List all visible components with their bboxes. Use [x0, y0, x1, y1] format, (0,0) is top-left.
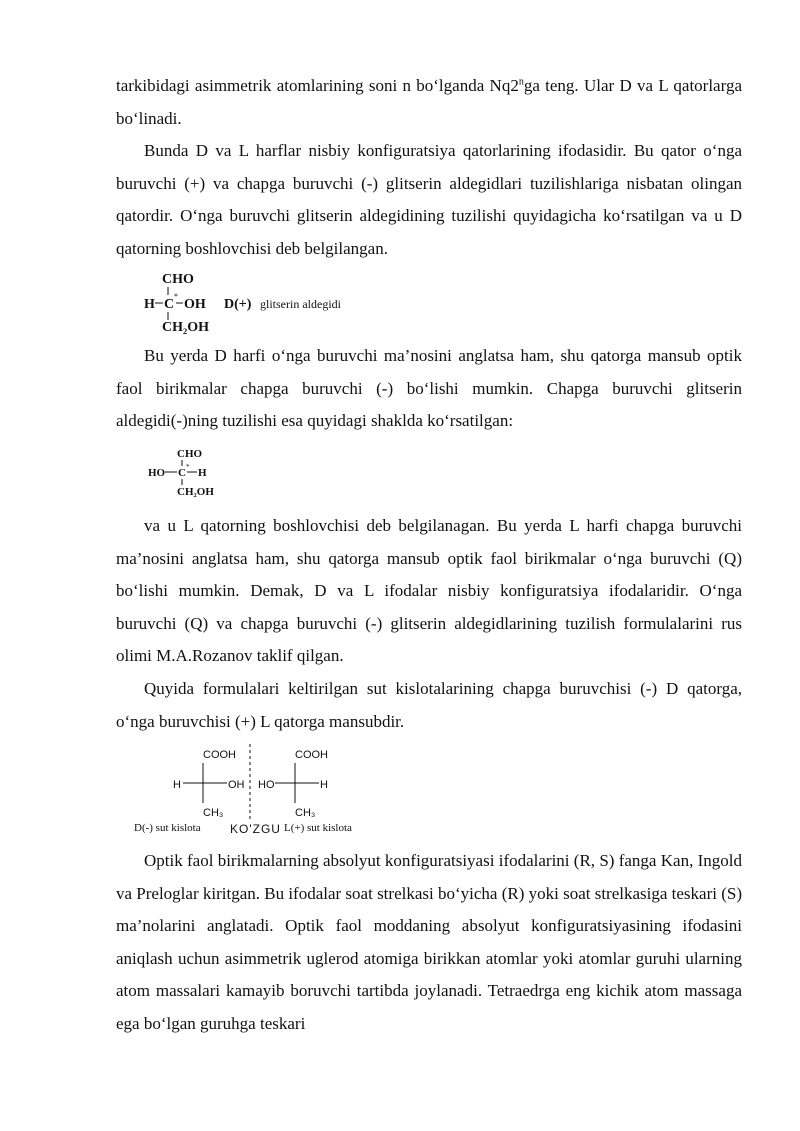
formula1-bottom: CH₂OH	[162, 320, 209, 335]
paragraph-1: tarkibidagi asimmetrik atomlarining soni n bo‘lganda Nq2$^n$ga teng. Ular D va L qatorlarga bo‘linadi.	[116, 76, 742, 128]
d-lactic-acid	[173, 749, 245, 819]
formula1-caption: glitserin aldegidi	[260, 297, 341, 311]
formula1-sign: D(+)	[224, 297, 252, 312]
formula-l-glyceraldehyde	[140, 445, 280, 501]
paragraph-6: Optik faol birikmalarning absolyut konfiguratsiyasi ifodalarini (R, S) fanga Kan, Ingold va Preloglar kiritgan. Bu ifodalar soat strelkasi bo‘yicha (R) yoki soat strelkasiga teskari (S) ma’nolarini anglatadi. Optik faol moddaning absolyut konfiguratsiyasining ifodasini aniqlash uchun asimmetrik uglerod atomiga birikkan atomlar yoki atomlar guruhi ularning atom massalari kamayib boruvchi tartibda joylanadi. Tetraedrga eng kichik atom massaga ega bo‘lgan guruhga teskari	[116, 851, 743, 1033]
lactic-acid-enantiomers	[134, 742, 374, 838]
formula2-right: H	[198, 467, 207, 479]
asterisk-1: *	[174, 292, 178, 301]
formula1-right: OH	[184, 297, 206, 312]
mirror-label: KO'ZGU	[230, 822, 281, 836]
paragraph-4: va u L qatorning boshlovchisi deb belgilanagan. Bu yerda L harfi chapga buruvchi ma’nosini anglatsa ham, shu qatorga mansub optik faol birikmalar o‘nga buruvchi (Q) bo‘lishi mumkin. Demak, D va L ifodalar nisbiy konfiguratsiya ifodalaridir. O‘nga buruvchi (Q) va chapga buruvchi (-) glitserin aldegidlarining tuzilish formulalarini rus olimi M.A.Rozanov taklif qilgan.	[116, 516, 742, 666]
text-block-2	[116, 340, 742, 438]
lactic-left-left: H	[173, 779, 181, 791]
formula2-center: C	[178, 467, 186, 479]
lactic-right-bottom: CH₃	[295, 807, 316, 819]
lactic-left-top: COOH	[203, 749, 236, 761]
lactic-left-caption: D(-) sut kislota	[134, 822, 201, 834]
paragraph-2: Bunda D va L harflar nisbiy konfiguratsiya qatorlarining ifodasidir. Bu qator o‘nga buruvchi (+) va chapga buruvchi (-) glitserin aldegidlari tuzilishlariga nisbatan olingan qatordir. O‘nga buruvchi glitserin aldegidining tuzilishi quyidagicha ko‘rsatilgan va u D qatorning boshlovchisi deb belgilangan.	[116, 141, 742, 258]
text-block-4	[116, 845, 742, 1041]
formula2-left: HO	[148, 467, 166, 479]
lactic-right-left: HO	[258, 779, 275, 791]
lactic-right-right: H	[320, 779, 328, 791]
formula2-bottom: CH₂OH	[177, 486, 214, 498]
lactic-right-top: COOH	[295, 749, 328, 761]
formula1-left: H	[144, 297, 155, 312]
l-lactic-acid	[258, 749, 328, 819]
paragraph-5: Quyida formulalari keltirilgan sut kislotalarining chapga buruvchisi (-) D qatorga, o‘nga buruvchisi (+) L qatorga mansubdir.	[116, 678, 742, 731]
lactic-left-bottom: CH₃	[203, 807, 224, 819]
text-block-top	[116, 70, 742, 266]
formula-d-glyceraldehyde	[130, 268, 390, 338]
lactic-left-right: OH	[228, 779, 245, 791]
asterisk-2: *	[186, 463, 190, 471]
formula2-top: CHO	[177, 448, 203, 460]
paragraph-3: Bu yerda D harfi o‘nga buruvchi ma’nosini anglatsa ham, shu qatorga mansub optik faol birikmalar chapga buruvchi (-) bo‘lishi mumkin. Chapga buruvchi glitserin aldegidi(-)ning tuzilishi esa quyidagi shaklda ko‘rsatilgan:	[116, 346, 742, 431]
formula1-top: CHO	[162, 272, 194, 287]
lactic-right-caption: L(+) sut kislota	[284, 822, 352, 834]
superscript-n: n	[518, 76, 524, 88]
text-block-3	[116, 510, 742, 738]
formula1-center: C	[164, 297, 175, 312]
